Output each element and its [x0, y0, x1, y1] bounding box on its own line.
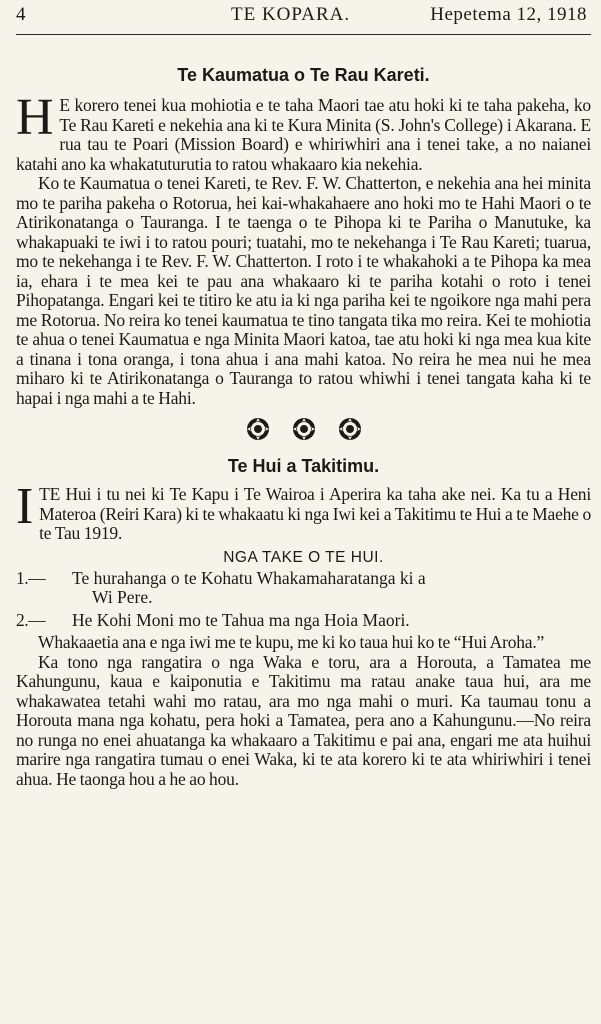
flower-ornament-icon — [337, 416, 363, 442]
article-title: Te Kaumatua o Te Rau Kareti. — [177, 65, 430, 85]
list-item-text-continued: Wi Pere. — [92, 587, 153, 607]
drop-cap: I — [16, 478, 34, 535]
section-ornament — [16, 416, 591, 442]
list-item — [16, 569, 591, 608]
article-title: Te Hui a Takitimu. — [227, 456, 380, 476]
list-item-number: 2.— — [16, 609, 46, 630]
article-paragraph: Ko te Kaumatua o tenei Kareti, te Rev. F. W. Chatterton, e nekehia ana hei minita mo te pariha pakeha o Rotorua, hei kai-whakahaere ano hoki mo te Hahi Maori o te Atirikonatanga o Tauranga. I te taenga o te Pihopa ki te Pariha o Manutuke, ka whakapuaki te iwi i to ratou pouri; tuatahi, mo te nekehanga i Te Rau Kareti; tuarua, mo te nekehanga i te Rev. F. W. Chatterton. I roto i te whakahoki a te Pihopa ka mea ia, ehara i te mea kei te pau ana whakaaro ki te pariha kotahi o roto i tenei Pihopatanga. Engari kei te titiro ke atu ia ki nga pariha kei te ngoikore nga mahi pera me Rotorua. No reira ko tenei kaumatua te tino tangata tika mo reira. Kei te mohiotia te ahua o tenei Kaumatua e nga Minita Maori katoa, tae atu hoki ki nga mea kua kite a tinana i tona oranga, i tona ahua i ana mahi katoa. No reira he mea nui he mea miharo ki te Atirikonatanga o Tauranga to ratou whiwhi i tenei tangata kaha ki te hapai i nga mahi a te Hahi. — [16, 173, 591, 408]
list-item-text: Te hurahanga o te Kohatu Whakamaharatanga ki a — [72, 567, 426, 588]
header-rule — [16, 34, 591, 35]
article-paragraph: Whakaaetia ana e nga iwi me te kupu, me ki ko taua hui ko te “Hui Aroha.” — [38, 632, 545, 652]
page-number: 4 — [16, 4, 26, 25]
article-paragraph: ITE Hui i tu nei ki Te Kapu i Te Wairoa i Aperira ka taha ake nei. Ka tu a Heni Materoa (Reiri Kara) ki te whakaatu ki nga Iwi kei a Takitimu te Hui a te Maehe o te Tau 1919. — [16, 478, 591, 543]
drop-cap: H — [16, 89, 54, 146]
list-item-number: 1.— — [16, 567, 46, 588]
article-body — [16, 89, 591, 408]
flower-ornament-icon — [291, 416, 317, 442]
newspaper-page — [16, 4, 591, 789]
issue-date: Hepetema 12, 1918 — [430, 4, 587, 25]
page-header — [16, 4, 591, 30]
section-subheading: NGA TAKE O TE HUI. — [223, 548, 384, 566]
flower-ornament-icon — [245, 416, 271, 442]
article-paragraph: Ka tono nga rangatira o nga Waka e toru, ara a Horouta, a Tamatea me Kahungunu, kaua e kaiponutia e Takitimu ma ratau anake taua hui, ara me whakawatea tetahi wahi mo ratau, ara mo nga mahi o muri. Ka taumau tonu a Horouta mana nga kohatu, pera hoki a Tamatea, pera ano a Kahungunu.—No reira no runga no enei ahuatanga ka whakaaro a Takitimu e pai ana, engari me ata huihui marire nga rangatira tumau o enei Waka, ki te ata korero ki te ata whiriwhiri i tenei ahua. He taonga hou a he ao hou. — [16, 651, 591, 789]
publication-name: TE KOPARA. — [231, 4, 351, 25]
list-item — [16, 611, 591, 631]
list-item-text: He Kohi Moni mo te Tahua ma nga Hoia Maori. — [72, 609, 410, 630]
article-body — [16, 478, 591, 789]
article-paragraph: H E korero tenei kua mohiotia e te taha Maori tae atu hoki ki te taha pakeha, ko Te Rau Kareti e nekehia ana ki te Kura Minita (S. John's College) i Akarana. E rua tau te Poari (Mission Board) e whiriwhiri ana i tenei take, a no naianei katahi ano ka whakatuturutia to ratou whakaaro kia nekehia. — [16, 89, 591, 174]
